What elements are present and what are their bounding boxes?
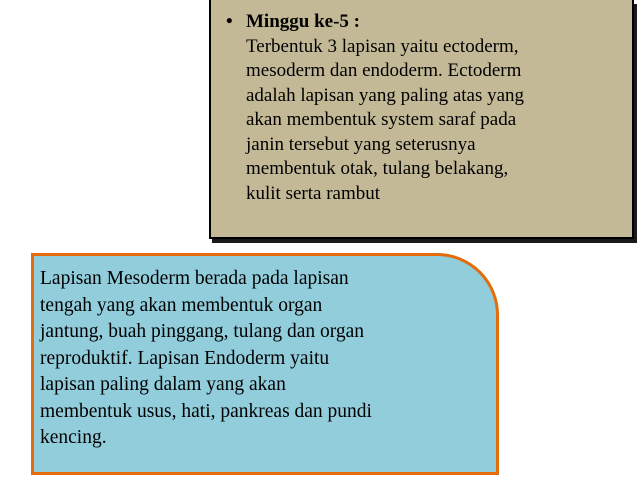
body-line: kulit serta rambut [246,182,381,204]
body-line: lapisan paling dalam yang akan [40,374,286,395]
bullet-icon: • [226,11,233,32]
body-line: membentuk otak, tulang belakang, [246,158,509,179]
body-line: Terbentuk 3 lapisan yaitu ectoderm, [246,35,519,57]
body-line: akan membentuk system saraf pada [246,109,517,130]
body-line: kencing. [40,427,107,448]
body-line: adalah lapisan yang paling atas yang [246,84,525,106]
week-heading: Minggu ke-5 : [246,11,360,32]
week5-info-box [209,0,634,239]
body-line: membentuk usus, hati, pankreas dan pundi [40,400,372,422]
body-line: reproduktif. Lapisan Endoderm yaitu [40,347,330,369]
body-line: janin tersebut yang seterusnya [246,133,476,155]
body-line: Lapisan Mesoderm berada pada lapisan [40,268,349,289]
body-line: tengah yang akan membentuk organ [40,294,323,316]
bullet-item [226,10,618,206]
germ-layer-info-box [31,253,499,475]
body-line: jantung, buah pinggang, tulang dan organ [40,321,365,342]
body-line: mesoderm dan endoderm. Ectoderm [246,60,522,81]
bullet-content [246,10,618,206]
